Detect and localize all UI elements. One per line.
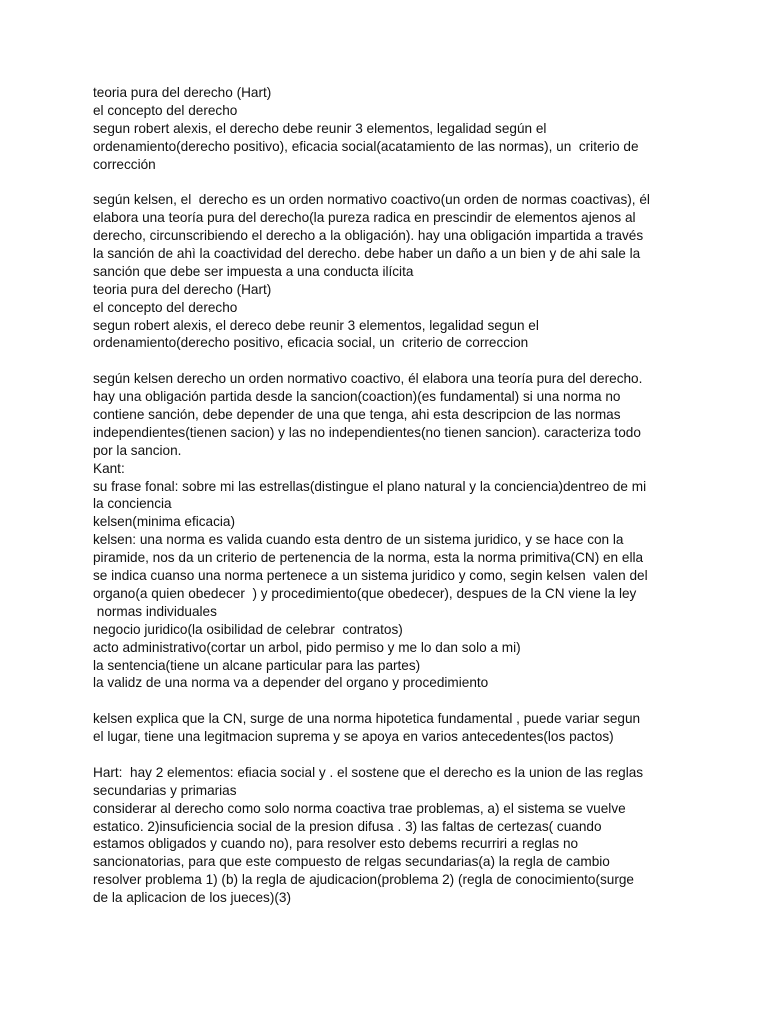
text-line: secundarias y primarias [93,782,237,798]
document-body [93,84,705,907]
text-line: elabora una teoría pura del derecho(la pureza radica en prescindir de elementos ajenos al [93,210,636,226]
text-line: estatico. 2)insuficiencia social de la presion difusa . 3) las faltas de certezas( cuando [93,818,602,834]
text-line: según kelsen, el derecho es un orden normativo coactivo(un orden de normas coactivas), él [93,192,650,208]
text-line: segun robert alexis, el dereco debe reunir 3 elementos, legalidad segun el [93,317,539,333]
text-line: corrección [93,156,156,172]
text-line: sanción que debe ser impuesta a una conducta ilícita [93,263,414,279]
text-line: teoria pura del derecho (Hart) [93,281,272,297]
text-line: según kelsen derecho un orden normativo coactivo, él elabora una teoría pura del derecho. [93,371,643,387]
text-line: su frase fonal: sobre mi las estrellas(distingue el plano natural y la conciencia)dentreo de mi [93,478,647,494]
text-line: kelsen(minima eficacia) [93,514,236,530]
text-line: considerar al derecho como solo norma coactiva trae problemas, a) el sistema se vuelve [93,800,626,816]
text-line: resolver problema 1) (b) la regla de ajudicacion(problema 2) (regla de conocimiento(surge [93,872,634,888]
text-line: ordenamiento(derecho positivo, eficacia social, un criterio de correccion [93,335,529,351]
text-line: negocio juridico(la osibilidad de celebrar contratos) [93,621,403,637]
text-line: de la aplicacion de los jueces)(3) [93,890,291,906]
blank-line [93,173,705,191]
text-line: kelsen: una norma es valida cuando esta dentro de un sistema juridico, y se hace con la [93,532,624,548]
text-line: la sanción de ahì la coactividad del derecho. debe haber un daño a un bien y de ahi sale la [93,246,641,262]
text-line: ordenamiento(derecho positivo), eficacia social(acatamiento de las normas), un criterio de [93,138,639,154]
text-line: por la sancion. [93,442,182,458]
text-line: teoria pura del derecho (Hart) [93,85,272,100]
text-line: Kant: [93,460,125,476]
text-line: contiene sanción, debe depender de una que tenga, ahi esta descripcion de las normas [93,407,621,423]
text-line: Hart: hay 2 elementos: efiacia social y . el sostene que el derecho es la union de las reglas [93,764,644,780]
text-line: kelsen explica que la CN, surge de una norma hipotetica fundamental , puede variar segun [93,711,641,727]
text-line: sancionatorias, para que este compuesto de relgas secundarias(a) la regla de cambio [93,854,610,870]
text-line: la sentencia(tiene un alcane particular para las partes) [93,657,421,673]
text-line: estamos obligados y cuando no), para resolver esto debems recurriri a reglas no [93,836,579,852]
text-line: se indica cuanso una norma pertenece a un sistema juridico y como, segin kelsen valen del [93,568,648,584]
text-line: segun robert alexis, el derecho debe reunir 3 elementos, legalidad según el [93,120,547,136]
text-line: el concepto del derecho [93,299,238,315]
text-line: acto administrativo(cortar un arbol, pido permiso y me lo dan solo a mi) [93,639,521,655]
text-line: organo(a quien obedecer ) y procedimiento(que obedecer), despues de la CN viene la ley [93,585,637,601]
text-line: independientes(tienen sacion) y las no independientes(no tienen sancion). caracteriza todo [93,424,641,440]
blank-line [93,692,705,710]
text-line: normas individuales [93,603,217,619]
text-line: hay una obligación partida desde la sancion(coaction)(es fundamental) si una norma no [93,389,621,405]
blank-line [93,352,705,370]
text-line: el lugar, tiene una legitmacion suprema y se apoya en varios antecedentes(los pactos) [93,729,614,745]
blank-line [93,746,705,764]
text-line: la validz de una norma va a depender del organo y procedimiento [93,675,489,691]
text-line: la conciencia [93,496,172,512]
text-line: derecho, circunscribiendo el derecho a la obligación). hay una obligación impartida a través [93,228,644,244]
text-line: el concepto del derecho [93,102,238,118]
text-line: piramide, nos da un criterio de pertenencia de la norma, esta la norma primitiva(CN) en ella [93,550,644,566]
